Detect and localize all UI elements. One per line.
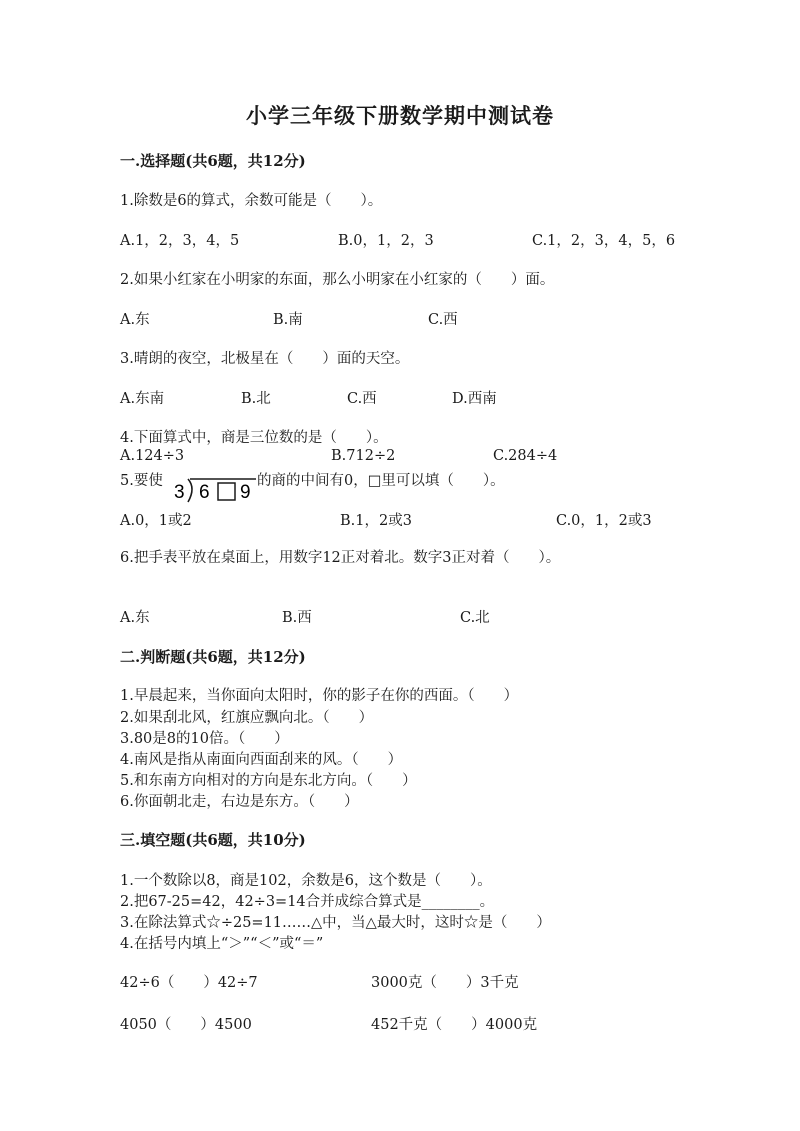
compare-item: 42÷6（ ）42÷7 — [120, 975, 258, 991]
question-4: 4.下面算式中，商是三位数的是（ ）。 — [120, 430, 388, 446]
fill-item: 4.在括号内填上“＞”“＜”或“＝” — [120, 936, 324, 952]
judgment-item: 1.早晨起来，当你面向太阳时，你的影子在你的西面。（ ） — [120, 688, 519, 704]
blank-box — [218, 483, 235, 500]
dividend-digit-right: 9 — [240, 482, 251, 503]
option-b: B.1，2或3 — [340, 513, 412, 529]
judgment-item: 5.和东南方向相对的方向是东北方向。（ ） — [120, 773, 417, 789]
option-b: B.712÷2 — [331, 448, 396, 464]
question-1: 1.除数是6的算式，余数可能是（ ）。 — [120, 193, 383, 209]
question-2: 2.如果小红家在小明家的东面，那么小明家在小红家的（ ）面。 — [120, 272, 555, 288]
judgment-item: 3.80是8的10倍。（ ） — [120, 731, 289, 747]
option-c: C.西 — [347, 391, 377, 407]
option-b: B.北 — [241, 391, 271, 407]
long-division-figure — [172, 474, 258, 504]
option-c: C.1，2，3，4，5，6 — [532, 233, 676, 249]
option-d: D.西南 — [452, 391, 497, 407]
judgment-item: 6.你面朝北走，右边是东方。（ ） — [120, 794, 359, 810]
judgment-item: 2.如果刮北风，红旗应飘向北。（ ） — [120, 710, 374, 726]
section-heading-choice: 一.选择题(共6题，共12分) — [120, 152, 306, 170]
fill-item: 1.一个数除以8，商是102，余数是6，这个数是（ ）。 — [120, 873, 492, 889]
fill-item: 3.在除法算式☆÷25=11……△中，当△最大时，这时☆是（ ） — [120, 915, 551, 931]
page-title: 小学三年级下册数学期中测试卷 — [246, 103, 554, 128]
option-c: C.西 — [428, 312, 458, 328]
option-c: C.284÷4 — [493, 448, 558, 464]
dividend-digit-left: 6 — [199, 482, 210, 503]
question-3: 3.晴朗的夜空，北极星在（ ）面的天空。 — [120, 351, 410, 367]
option-b: B.西 — [282, 610, 312, 626]
option-a: A.0，1或2 — [120, 513, 192, 529]
option-a: A.124÷3 — [120, 448, 185, 464]
option-c: C.北 — [460, 610, 490, 626]
compare-item: 452千克（ ）4000克 — [371, 1017, 538, 1033]
fill-item: 2.把67-25=42，42÷3=14合并成综合算式是________。 — [120, 894, 495, 910]
judgment-item: 4.南风是指从南面向西面刮来的风。（ ） — [120, 752, 403, 768]
compare-item: 4050（ ）4500 — [120, 1017, 252, 1033]
question-5-prefix: 5.要使 — [120, 473, 163, 489]
question-6: 6.把手表平放在桌面上，用数字12正对着北。数字3正对着（ ）。 — [120, 550, 561, 566]
option-c: C.0，1，2或3 — [556, 513, 652, 529]
question-5-suffix: 的商的中间有0，□里可以填（ ）。 — [257, 473, 505, 489]
option-a: A.东 — [120, 312, 150, 328]
option-a: A.东南 — [120, 391, 165, 407]
section-heading-judgment: 二.判断题(共6题，共12分) — [120, 648, 306, 666]
compare-item: 3000克（ ）3千克 — [371, 975, 519, 991]
option-a: A.东 — [120, 610, 150, 626]
option-a: A.1，2，3，4，5 — [120, 233, 240, 249]
section-heading-fill: 三.填空题(共6题，共10分) — [120, 831, 306, 849]
option-b: B.南 — [273, 312, 303, 328]
divisor: 3 — [174, 482, 185, 503]
option-b: B.0，1，2，3 — [338, 233, 434, 249]
